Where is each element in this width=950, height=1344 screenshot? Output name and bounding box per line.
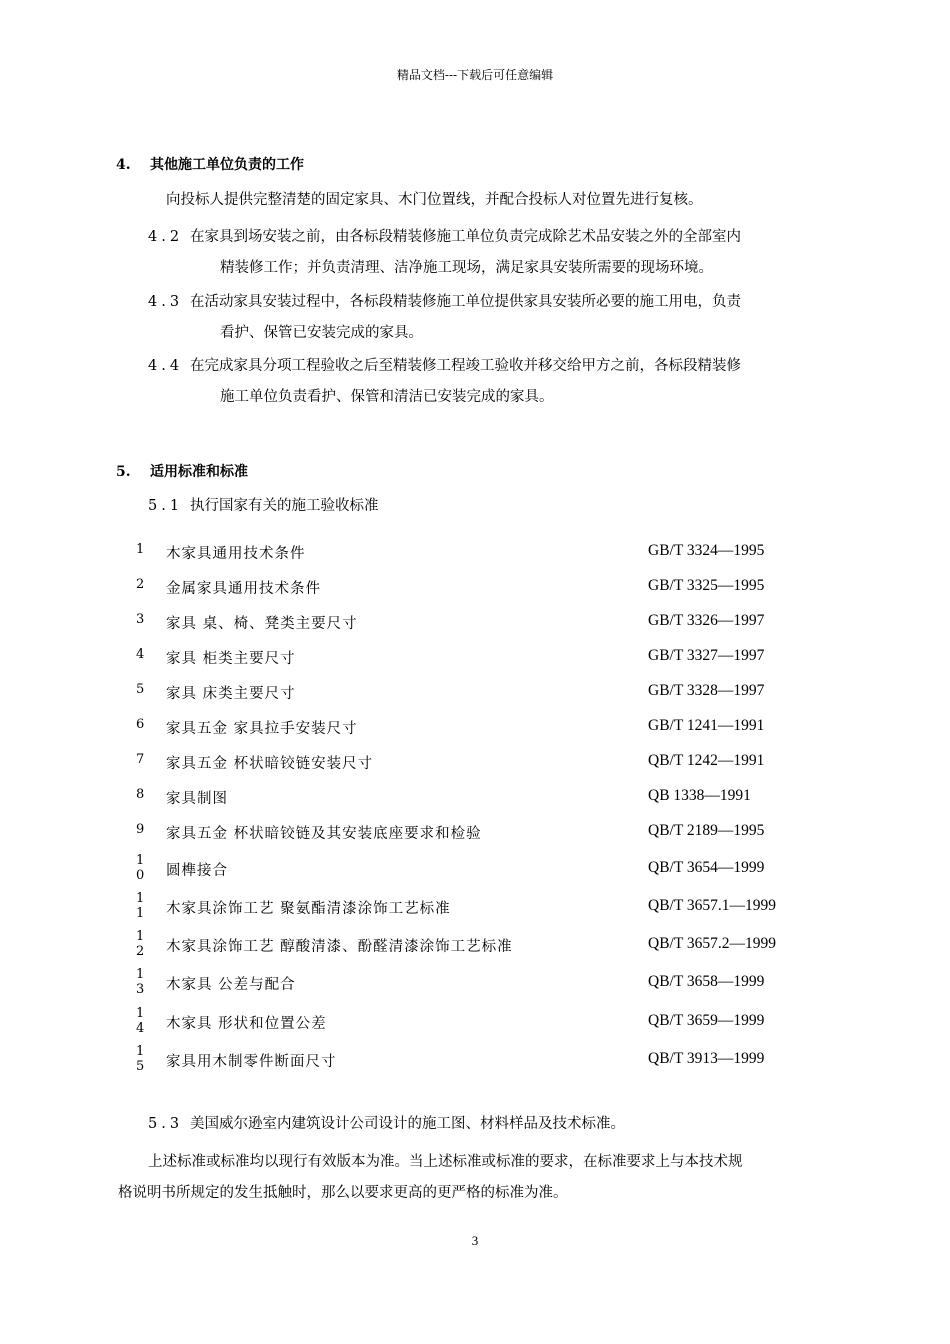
subsection-5-1: [148, 491, 838, 522]
standard-name: 圆榫接合: [166, 863, 228, 879]
standard-code: GB/T 3325—1995: [648, 577, 765, 594]
standard-index: 12: [136, 929, 145, 959]
section-4-title: [116, 154, 304, 174]
standard-row: [0, 967, 950, 997]
standard-name: 木家具 公差与配合: [166, 977, 296, 993]
standard-row: [0, 645, 950, 671]
subsection-number: 5.3: [148, 1116, 184, 1132]
standard-row: [0, 1044, 950, 1074]
item-4-3: [148, 287, 838, 349]
item-text-line2: 精装修工作；并负责清理、洁净施工现场，满足家具安装所需要的现场环境。: [220, 260, 713, 276]
section-5-title: [116, 461, 248, 481]
standard-name: 木家具涂饰工艺 醇酸清漆、酚醛清漆涂饰工艺标准: [166, 939, 513, 955]
standard-name: 家具 桌、椅、凳类主要尺寸: [166, 616, 358, 632]
standard-name: 木家具涂饰工艺 聚氨酯清漆涂饰工艺标准: [166, 901, 451, 917]
standard-name: 家具 床类主要尺寸: [166, 686, 296, 702]
standard-index: 3: [136, 612, 145, 627]
standard-code: QB/T 3657.1—1999: [648, 897, 777, 914]
standard-code: QB/T 1242—1991: [648, 752, 765, 769]
standard-code: QB/T 3657.2—1999: [648, 935, 777, 952]
item-text-line1: 在活动家具安装过程中，各标段精装修施工单位提供家具安装所必要的施工用电，负责: [190, 294, 741, 310]
item-text-line2: 看护、保管已安装完成的家具。: [220, 325, 423, 341]
item-number: 4.4: [148, 358, 184, 374]
standard-code: GB/T 1241—1991: [648, 717, 765, 734]
standard-index: 14: [136, 1006, 145, 1036]
subsection-text: 执行国家有关的施工验收标准: [190, 498, 379, 514]
standard-row: [0, 610, 950, 636]
closing-line-1: 上述标准或标准均以现行有效版本为准。当上述标准或标准的要求，在标准要求上与本技术规: [148, 1154, 743, 1170]
standard-row: [0, 929, 950, 959]
item-number: 4.3: [148, 294, 184, 310]
section-5-number: 5.: [116, 464, 131, 480]
standard-index: 7: [136, 752, 145, 767]
item-4-2: [148, 222, 838, 284]
standard-index: 5: [136, 682, 145, 697]
subsection-5-3: [148, 1109, 838, 1140]
section-4-intro: 向投标人提供完整清楚的固定家具、木门位置线，并配合投标人对位置先进行复核。: [166, 192, 703, 208]
item-text-line1: 在家具到场安装之前，由各标段精装修施工单位负责完成除艺术品安装之外的全部室内: [190, 229, 741, 245]
standard-code: QB/T 2189—1995: [648, 822, 765, 839]
closing-line-2: 格说明书所规定的发生抵触时，那么以要求更高的更严格的标准为准。: [118, 1185, 568, 1201]
standard-index: 4: [136, 647, 145, 662]
standard-row: [0, 853, 950, 883]
standard-name: 家具用木制零件断面尺寸: [166, 1054, 337, 1070]
standard-code: GB/T 3328—1997: [648, 682, 765, 699]
standard-row: [0, 750, 950, 776]
item-text-line1: 在完成家具分项工程验收之后至精装修工程竣工验收并移交给甲方之前，各标段精装修: [190, 358, 741, 374]
standard-name: 木家具 形状和位置公差: [166, 1016, 327, 1032]
standard-row: [0, 540, 950, 566]
standard-row: [0, 785, 950, 811]
standard-name: 家具五金 杯状暗铰链及其安装底座要求和检验: [166, 826, 482, 842]
standard-code: GB/T 3324—1995: [648, 542, 765, 559]
standard-index: 9: [136, 822, 145, 837]
item-text-line2: 施工单位负责看护、保管和清洁已安装完成的家具。: [220, 389, 554, 405]
standard-code: QB 1338—1991: [648, 787, 751, 804]
item-number: 4.2: [148, 229, 184, 245]
standard-code: GB/T 3326—1997: [648, 612, 765, 629]
standard-row: [0, 1006, 950, 1036]
standard-row: [0, 575, 950, 601]
page-number: 3: [471, 1233, 479, 1248]
standard-name: 家具五金 家具拉手安装尺寸: [166, 721, 358, 737]
standard-index: 8: [136, 787, 145, 802]
standard-index: 15: [136, 1044, 145, 1074]
standard-index: 11: [136, 891, 145, 921]
standard-name: 木家具通用技术条件: [166, 546, 306, 562]
section-4-number: 4.: [116, 157, 131, 173]
standard-name: 家具制图: [166, 791, 228, 807]
page-header: 精品文档---下载后可任意编辑: [396, 68, 554, 82]
standard-code: QB/T 3654—1999: [648, 859, 765, 876]
standard-code: QB/T 3659—1999: [648, 1012, 765, 1029]
standard-name: 金属家具通用技术条件: [166, 581, 321, 597]
subsection-text: 美国威尔逊室内建筑设计公司设计的施工图、材料样品及技术标准。: [190, 1116, 625, 1132]
standard-name: 家具五金 杯状暗铰链安装尺寸: [166, 756, 374, 772]
standard-index: 2: [136, 577, 145, 592]
item-4-4: [148, 351, 838, 413]
standard-index: 10: [136, 853, 145, 883]
standard-row: [0, 680, 950, 706]
section-5-heading: 适用标准和标准: [150, 464, 248, 480]
standard-row: [0, 715, 950, 741]
standard-name: 家具 柜类主要尺寸: [166, 651, 296, 667]
standard-code: GB/T 3327—1997: [648, 647, 765, 664]
standard-row: [0, 820, 950, 846]
standard-row: [0, 891, 950, 921]
standard-code: QB/T 3658—1999: [648, 973, 765, 990]
standard-index: 6: [136, 717, 145, 732]
standard-index: 13: [136, 967, 145, 997]
section-4-heading: 其他施工单位负责的工作: [150, 157, 304, 173]
standard-code: QB/T 3913—1999: [648, 1050, 765, 1067]
subsection-number: 5.1: [148, 498, 184, 514]
standard-index: 1: [136, 542, 145, 557]
